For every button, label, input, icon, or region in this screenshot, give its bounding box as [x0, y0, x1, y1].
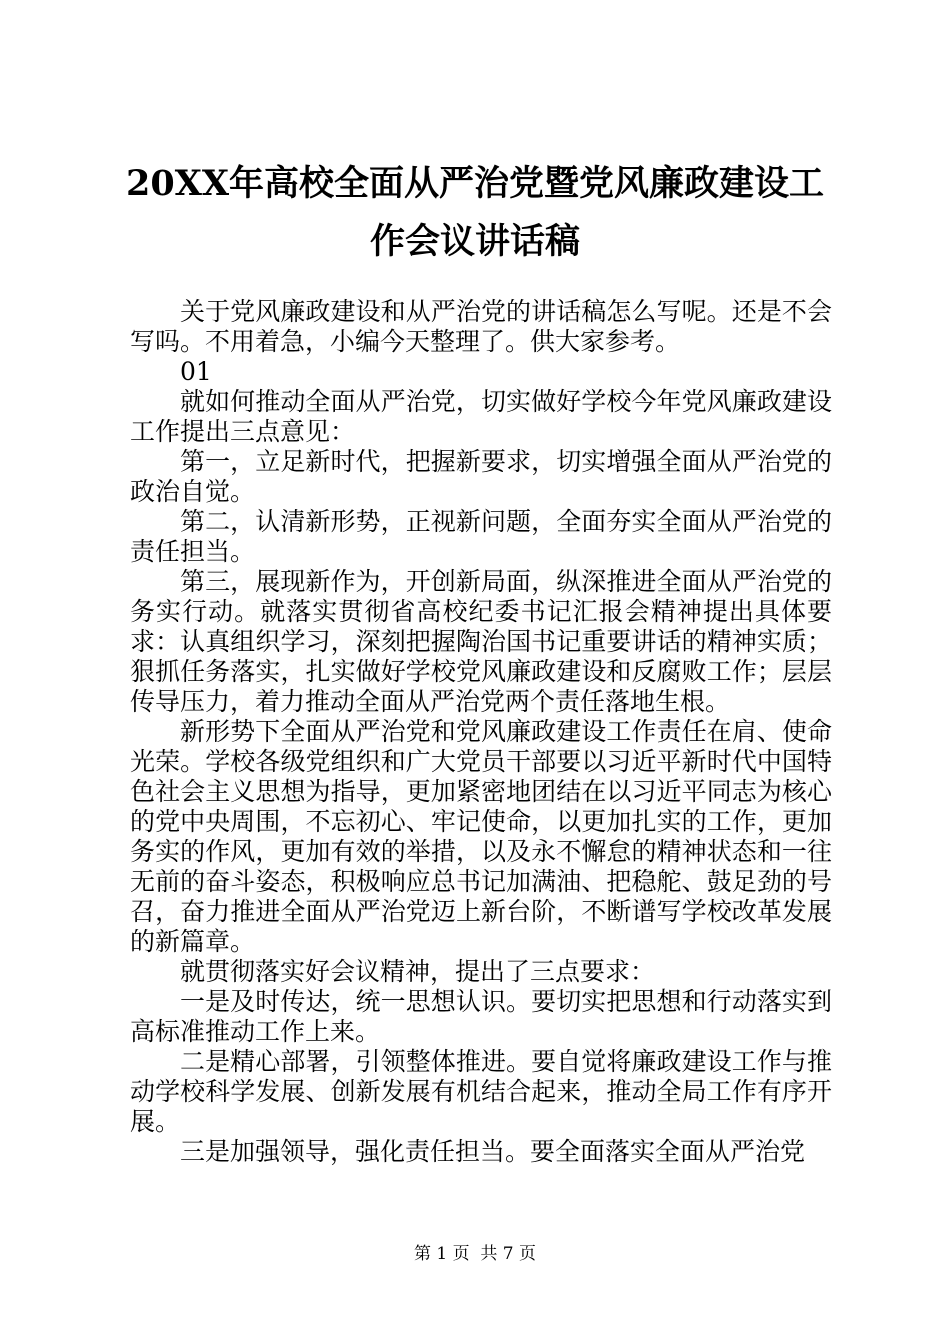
- paragraph: 一是及时传达，统一思想认识。要切实把思想和行动落实到高标准推动工作上来。: [130, 987, 832, 1046]
- paragraph: 二是精心部署，引领整体推进。要自觉将廉政建设工作与推动学校科学发展、创新发展有机结合起来，推动全局工作有序开展。: [130, 1047, 832, 1136]
- document-title-line-2: 作会议讲话稿: [369, 221, 580, 262]
- paragraph: 三是加强领导，强化责任担当。要全面落实全面从严治党: [180, 1137, 806, 1166]
- paragraph: 就贯彻落实好会议精神，提出了三点要求：: [180, 957, 656, 986]
- paragraph: 就如何推动全面从严治党，切实做好学校今年党风廉政建设工作提出三点意见：: [130, 387, 832, 446]
- paragraph: 01: [180, 357, 212, 386]
- document-title-line-1: 20XX年高校全面从严治党暨党风廉政建设工: [125, 163, 825, 204]
- paragraph: 新形势下全面从严治党和党风廉政建设工作责任在肩、使命光荣。学校各级党组织和广大党员干部要以习近平新时代中国特色社会主义思想为指导，更加紧密地团结在以习近平同志为核心的党中央周围，不忘初心、牢记使命，以更加扎实的工作，更加务实的作风，更加有效的举措，以及永不懈怠的精神状态和一往无前的奋斗姿态，积极响应总书记加满油、把稳舵、鼓足劲的号召，奋力推进全面从严治党迈上新台阶，不断谱写学校改革发展的新篇章。: [130, 717, 832, 956]
- paragraph: 第二，认清新形势，正视新问题，全面夯实全面从严治党的责任担当。: [130, 507, 832, 566]
- document-body: [130, 297, 832, 1167]
- paragraph: 第三，展现新作为，开创新局面，纵深推进全面从严治党的务实行动。就落实贯彻省高校纪委书记汇报会精神提出具体要求：认真组织学习，深刻把握陶治国书记重要讲话的精神实质；狠抓任务落实，扎实做好学校党风廉政建设和反腐败工作；层层传导压力，着力推动全面从严治党两个责任落地生根。: [130, 567, 832, 716]
- paragraph: 第一，立足新时代，把握新要求，切实增强全面从严治党的政治自觉。: [130, 447, 832, 506]
- page-footer: 第 1 页 共 7 页: [413, 1244, 537, 1264]
- paragraph: 关于党风廉政建设和从严治党的讲话稿怎么写呢。还是不会写吗。不用着急，小编今天整理了。供大家参考。: [130, 297, 832, 356]
